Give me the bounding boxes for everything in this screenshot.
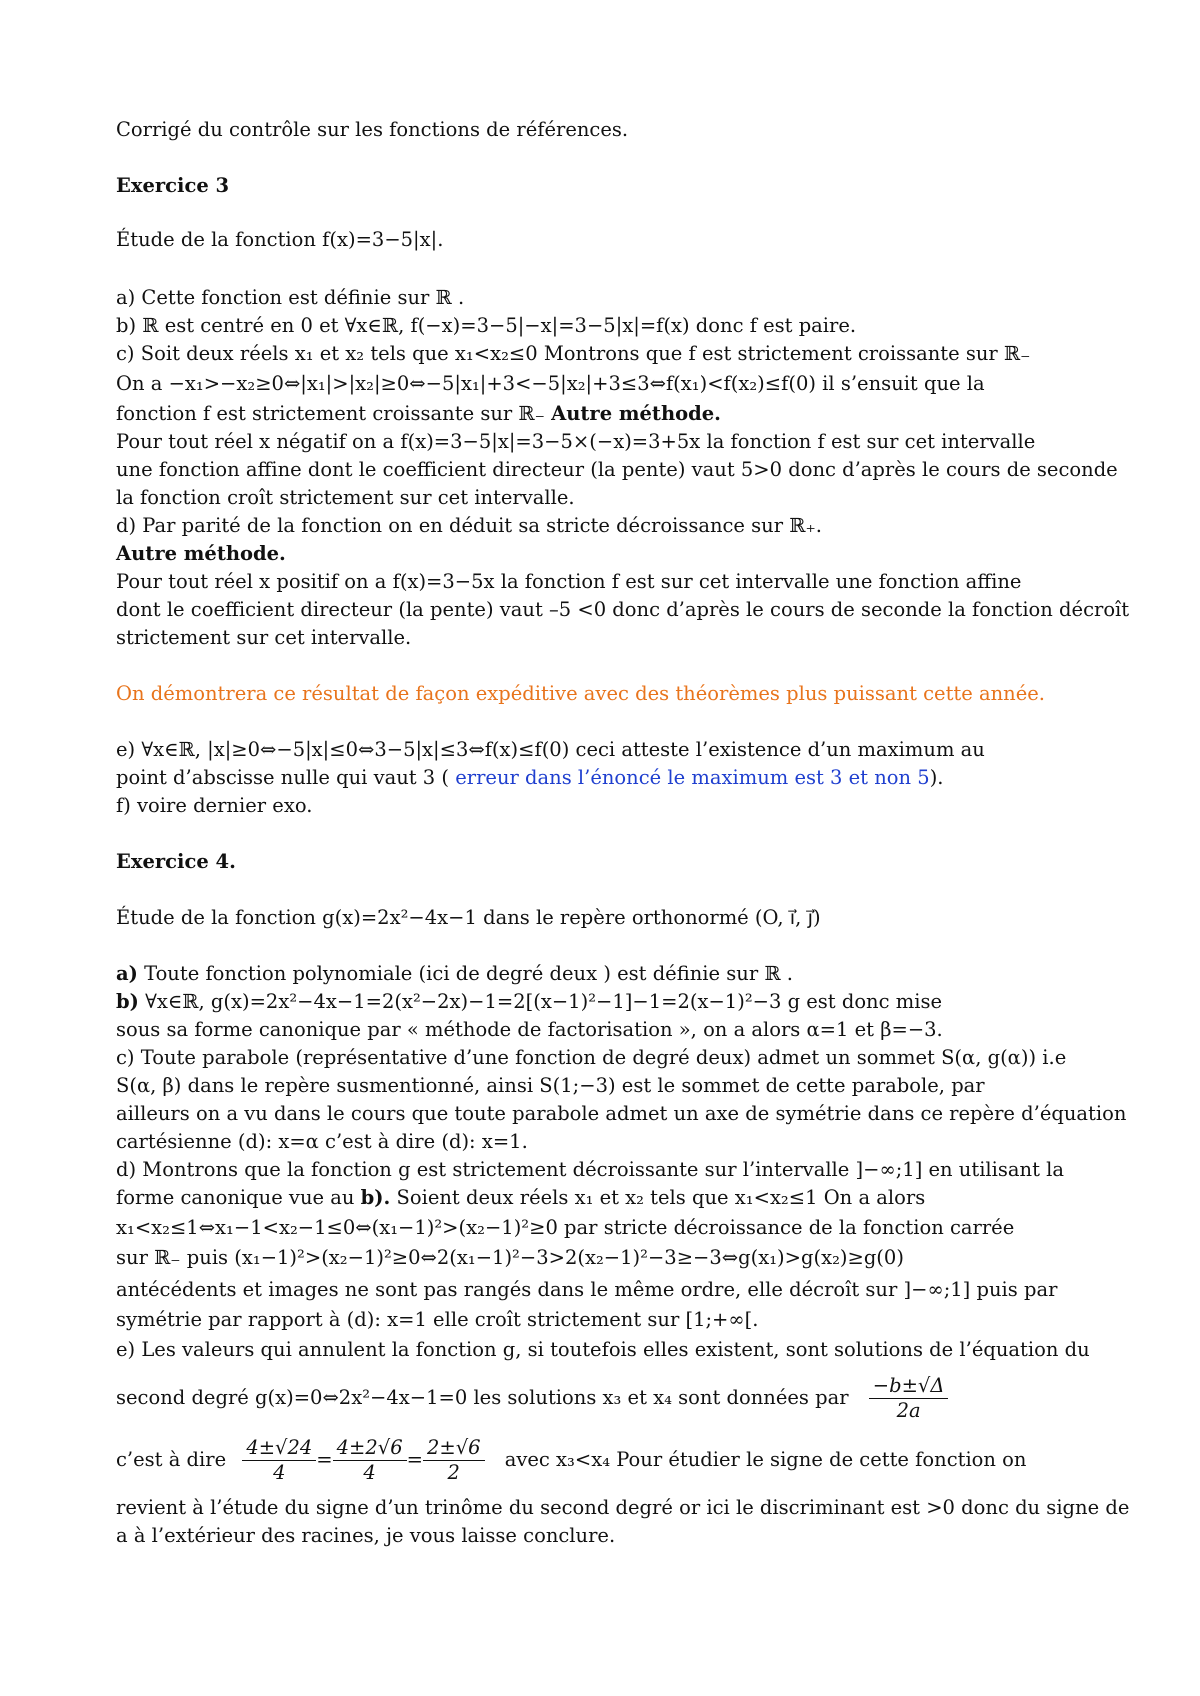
root-fraction-1 — [242, 1436, 316, 1485]
ex4-a-text: Toute fonction polynomiale (ici de degré deux ) est définie sur ℝ . — [137, 962, 793, 985]
exercise-3-heading: Exercice 3 — [116, 174, 230, 197]
ex3-erratum: erreur dans l’énoncé le maximum est 3 et non 5 — [455, 766, 930, 789]
root-fraction-2 — [333, 1436, 407, 1485]
ex4-b-label: b) — [116, 990, 139, 1013]
ex3-part-b: b) ℝ est centré en 0 et ∀x∈ℝ, f(−x)=3−5|−x|=3−5|x|=f(x) donc f est paire. — [116, 314, 857, 337]
ex4-part-d-line1: d) Montrons que la fonction g est strictement décroissante sur l’intervalle ]−∞;1] en utilisant la — [116, 1158, 1064, 1181]
ex4-part-d-line4: sur ℝ₋ puis (x₁−1)²>(x₂−1)²≥0⇔2(x₁−1)²−3>2(x₂−1)²−3≥−3⇔g(x₁)>g(x₂)≥g(0) — [116, 1246, 904, 1269]
root-fraction-2-denominator: 4 — [363, 1461, 376, 1484]
ex3-alt-method-1: Autre méthode. — [551, 402, 721, 425]
ex4-part-c-line2: S(α, β) dans le repère susmentionné, ainsi S(1;−3) est le sommet de cette parabole, par — [116, 1074, 985, 1097]
quadratic-formula-numerator: −b±√Δ — [869, 1374, 949, 1399]
ex4-part-e-line3: c’est à dire $\frac{4\pm√24}{4}$ = $\frac{4\pm 2√6}{4}$ = $\frac{2\pm√6}{2}$ avec x₃<x₄ Pour étudier le signe de cette fonction on — [116, 1436, 1027, 1484]
ex3-e2-text: point d’abscisse nulle qui vaut 3 ( — [116, 766, 456, 789]
ex4-part-c-line1: c) Toute parabole (représentative d’une fonction de degré deux) admet un sommet S(α, g(α)) i.e — [116, 1046, 1067, 1069]
ex4-part-e-line5: a à l’extérieur des racines, je vous laisse conclure. — [116, 1524, 616, 1547]
ex3-note: On démontrera ce résultat de façon expéditive avec des théorèmes plus puissant cette année. — [116, 682, 1046, 705]
document-title: Corrigé du contrôle sur les fonctions de références. — [116, 118, 629, 141]
ex4-part-a — [116, 960, 793, 988]
ex3-part-c-line6: la fonction croît strictement sur cet intervalle. — [116, 486, 575, 509]
ex4-e2-text: second degré g(x)=0⇔2x²−4x−1=0 les solutions x₃ et x₄ sont données par — [116, 1386, 849, 1409]
ex3-c3-text: fonction f est strictement croissante sur ℝ₋ — [116, 402, 552, 425]
root-fraction-3-denominator: 2 — [447, 1461, 460, 1484]
ex4-b-text: ∀x∈ℝ, g(x)=2x²−4x−1=2(x²−2x)−1=2[(x−1)²−1]−1=2(x−1)²−3 g est donc mise — [138, 990, 943, 1013]
quadratic-formula-denominator: 2a — [896, 1399, 921, 1422]
ex3-part-c-line4: Pour tout réel x négatif on a f(x)=3−5|x|=3−5×(−x)=3+5x la fonction f est sur cet intervalle — [116, 430, 1036, 453]
ex3-part-e-line2 — [116, 764, 944, 792]
ex3-part-c-line5: une fonction affine dont le coefficient directeur (la pente) vaut 5>0 donc d’après le cours de seconde — [116, 458, 1118, 481]
root-fraction-1-numerator: 4±√24 — [242, 1436, 316, 1461]
ex3-part-c-line1: c) Soit deux réels x₁ et x₂ tels que x₁<x₂≤0 Montrons que f est strictement croissante sur ℝ₋ — [116, 342, 1031, 365]
ex3-part-c-line3 — [116, 400, 721, 428]
ex3-part-a: a) Cette fonction est définie sur ℝ . — [116, 286, 465, 309]
ex3-part-d-line1: d) Par parité de la fonction on en déduit sa stricte décroissance sur ℝ₊. — [116, 514, 822, 537]
ex4-part-b-line1 — [116, 988, 942, 1016]
ex3-part-c-line2: On a −x₁>−x₂≥0⇔|x₁|>|x₂|≥0⇔−5|x₁|+3<−5|x₂|+3≤3⇔f(x₁)<f(x₂)≤f(0) il s’ensuit que la — [116, 372, 985, 395]
ex3-part-f: f) voire dernier exo. — [116, 794, 313, 817]
ex4-part-d-line2 — [116, 1184, 925, 1212]
ex3-part-d-line3: Pour tout réel x positif on a f(x)=3−5x la fonction f est sur cet intervalle une fonction affine — [116, 570, 1022, 593]
exercise-4-intro: Étude de la fonction g(x)=2x²−4x−1 dans le repère orthonormé (O, i⃗, j⃗) — [116, 906, 821, 929]
ex4-part-c-line4: cartésienne (d): x=α c’est à dire (d): x=1. — [116, 1130, 528, 1153]
ex4-part-d-line5: antécédents et images ne sont pas rangés dans le même ordre, elle décroît sur ]−∞;1] puis par — [116, 1278, 1058, 1301]
ex3-e2-close: ). — [929, 766, 944, 789]
ex4-part-d-line3: x₁<x₂≤1⇔x₁−1<x₂−1≤0⇔(x₁−1)²>(x₂−1)²≥0 par stricte décroissance de la fonction carrée — [116, 1216, 1015, 1239]
ex4-part-d-line6: symétrie par rapport à (d): x=1 elle croît strictement sur [1;+∞[. — [116, 1308, 759, 1331]
root-fraction-2-numerator: 4±2√6 — [333, 1436, 407, 1461]
ex4-d2-text: forme canonique vue au — [116, 1186, 361, 1209]
ex3-part-d-line5: strictement sur cet intervalle. — [116, 626, 412, 649]
ex4-d2-ref: b). — [360, 1186, 391, 1209]
exercise-4-heading: Exercice 4. — [116, 850, 236, 873]
ex4-part-b-line2: sous sa forme canonique par « méthode de factorisation », on a alors α=1 et β=−3. — [116, 1018, 943, 1041]
ex3-part-d-line4: dont le coefficient directeur (la pente) vaut –5 <0 donc d’après le cours de seconde la fonction décroît — [116, 598, 1130, 621]
exercise-3-intro: Étude de la fonction f(x)=3−5|x|. — [116, 228, 444, 251]
quadratic-formula — [869, 1374, 949, 1423]
ex3-part-e-line1: e) ∀x∈ℝ, |x|≥0⇔−5|x|≤0⇔3−5|x|≤3⇔f(x)≤f(0) ceci atteste l’existence d’un maximum au — [116, 738, 985, 761]
root-fraction-1-denominator: 4 — [273, 1461, 286, 1484]
ex4-part-e-line1: e) Les valeurs qui annulent la fonction g, si toutefois elles existent, sont solutions de l’équation du — [116, 1338, 1090, 1361]
root-fraction-3 — [423, 1436, 485, 1485]
ex4-part-e-line2 — [116, 1370, 948, 1426]
ex4-part-c-line3: ailleurs on a vu dans le cours que toute parabole admet un axe de symétrie dans ce repère d’équation — [116, 1102, 1127, 1125]
ex4-a-label: a) — [116, 962, 138, 985]
ex4-e3-text: c’est à dire — [116, 1448, 227, 1471]
ex4-d2-rest: Soient deux réels x₁ et x₂ tels que x₁<x₂≤1 On a alors — [390, 1186, 926, 1209]
ex4-e3-rest: avec x₃<x₄ Pour étudier le signe de cette fonction on — [504, 1448, 1027, 1471]
root-fraction-3-numerator: 2±√6 — [423, 1436, 485, 1461]
ex3-alt-method-2: Autre méthode. — [116, 542, 286, 565]
ex4-part-e-line4: revient à l’étude du signe d’un trinôme du second degré or ici le discriminant est >0 donc du signe de — [116, 1496, 1130, 1519]
